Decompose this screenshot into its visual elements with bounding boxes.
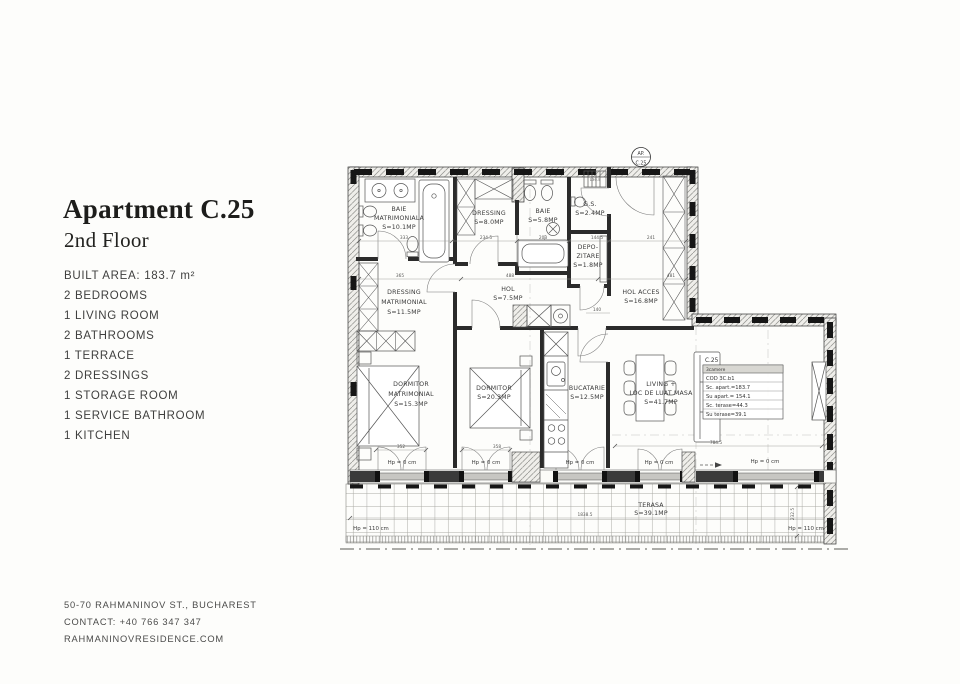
- feature-storage-room: 1 STORAGE ROOM: [64, 390, 179, 402]
- feature-dressings: 2 DRESSINGS: [64, 370, 150, 382]
- dim-text: 365: [395, 274, 405, 279]
- feature-terrace: 1 TERRACE: [64, 350, 135, 362]
- feature-bedrooms: 2 BEDROOMS: [64, 290, 148, 302]
- tv-unit: [812, 362, 826, 420]
- dim-text: 144.5: [590, 236, 604, 241]
- kitchen-counter: [544, 332, 568, 468]
- info-row: Su terase=39.1: [706, 411, 747, 418]
- room-label-depozitare: ZITARE: [576, 253, 600, 260]
- feature-living-room: 1 LIVING ROOM: [64, 310, 160, 322]
- tag-prefix: AP.: [637, 152, 645, 157]
- info-row: COD 3C.b1: [706, 375, 735, 382]
- dim-text: 140: [592, 308, 602, 313]
- feature-kitchen: 1 KITCHEN: [64, 430, 131, 442]
- room-label-dressing-matrimonial: MATRIMONIAL: [381, 299, 427, 306]
- dim-text: 784.5: [709, 441, 723, 446]
- room-label-dormitor: DORMITOR: [476, 385, 512, 392]
- room-label-living: LOC DE LUAT MASA: [629, 390, 693, 397]
- room-label-baie-matrimoniala: S=10.1MP: [382, 224, 416, 231]
- room-label-gs: G.S.: [583, 201, 597, 208]
- room-label-hol-acces: S=16.8MP: [624, 298, 658, 305]
- wardrobe-icons: [457, 179, 513, 235]
- apartment-tag: [632, 148, 651, 167]
- storage-shelf: [600, 236, 607, 282]
- dining-table: [624, 355, 676, 421]
- hp-label: Hp = 0 cm: [387, 460, 417, 466]
- room-label-gs: S=2.4MP: [575, 210, 605, 217]
- dim-text: 333: [399, 236, 409, 241]
- unit-info-table: [703, 358, 783, 419]
- info-row: 3camere: [706, 368, 726, 374]
- room-label-baie: S=5.8MP: [528, 217, 558, 224]
- hp-label: Hp = 0 cm: [471, 460, 501, 466]
- contact-website: RAHMANINOVRESIDENCE.COM: [64, 634, 224, 644]
- terrace-arrow: [700, 462, 722, 467]
- feature-service-bathroom: 1 SERVICE BATHROOM: [64, 410, 206, 422]
- info-row: Sc. apart.=183.7: [706, 384, 751, 391]
- room-label-dormitor-matrimonial: S=15.3MP: [394, 401, 428, 408]
- window-band: [350, 452, 836, 483]
- hp-label: Hp = 0 cm: [644, 460, 674, 466]
- hp-label: Hp = 0 cm: [565, 460, 595, 466]
- page-title: Apartment C.25: [63, 194, 255, 224]
- room-label-depozitare: S=1.8MP: [573, 262, 603, 269]
- dim-text: 232.5: [791, 507, 796, 521]
- room-label-hol: S=7.5MP: [493, 295, 523, 302]
- room-label-dressing: S=8.0MP: [474, 219, 504, 226]
- contact-phone: CONTACT: +40 766 347 347: [64, 617, 202, 627]
- room-label-bucatarie: S=12.5MP: [570, 394, 604, 401]
- room-label-depozitare: DEPO-: [577, 244, 599, 251]
- terrace: [340, 484, 848, 549]
- hp-label: Hp = 110 cm: [788, 526, 824, 532]
- toilet-icon: [359, 206, 418, 257]
- room-label-hol-acces: HOL ACCES: [622, 289, 660, 296]
- hp-label: Hp = 110 cm: [353, 526, 389, 532]
- room-label-bucatarie: BUCATARIE: [568, 385, 606, 392]
- room-label-dressing-matrimonial: DRESSING: [387, 289, 421, 296]
- room-label-dormitor-matrimonial: DORMITOR: [393, 381, 429, 388]
- dim-text: 352: [396, 445, 406, 450]
- room-label-hol: HOL: [501, 286, 515, 293]
- dim-text: 488: [505, 274, 515, 279]
- room-label-baie: BAIE: [535, 208, 551, 215]
- room-label-living: LIVING +: [646, 381, 676, 388]
- dim-text: 1838.5: [577, 513, 593, 518]
- room-label-terasa: TERASA: [638, 502, 664, 509]
- info-row: Su apart.= 154.1: [706, 393, 751, 400]
- room-label-dressing-matrimonial: S=11.5MP: [387, 309, 421, 316]
- room-label-terasa: S=39.1MP: [634, 510, 668, 517]
- double-sink-counter: [365, 179, 415, 202]
- tag-code: C.25: [635, 161, 647, 167]
- entry-door-swing: [616, 177, 654, 215]
- dim-text: 358: [492, 445, 502, 450]
- entry-wardrobe: [663, 176, 685, 320]
- info-title: C.25: [705, 358, 719, 364]
- info-row: Sc. terase=44.3: [706, 402, 748, 409]
- dim-text: 241: [646, 236, 656, 241]
- page-subtitle: 2nd Floor: [64, 228, 149, 252]
- hp-label: Hp = 0 cm: [750, 459, 780, 465]
- room-label-living: S=41.7MP: [644, 399, 678, 406]
- feature-bathrooms: 2 BATHROOMS: [64, 330, 155, 342]
- contact-address: 50-70 RAHMANINOV ST., BUCHAREST: [64, 600, 257, 610]
- dim-text: 139.5: [589, 177, 601, 182]
- dim-text: 203: [538, 236, 548, 241]
- room-label-baie-matrimoniala: MATRIMONIALA: [373, 215, 425, 222]
- laundry-niche: [513, 305, 570, 327]
- room-label-dormitor-matrimonial: MATRIMONIAL: [388, 391, 434, 398]
- room-label-dormitor: S=20.3MP: [477, 394, 511, 401]
- dim-text: 234.5: [479, 236, 493, 241]
- feature-built-area: BUILT AREA: 183.7 m²: [64, 270, 196, 282]
- dim-text: 481: [666, 274, 676, 279]
- room-label-dressing: DRESSING: [472, 210, 506, 217]
- room-label-baie-matrimoniala: BAIE: [391, 206, 407, 213]
